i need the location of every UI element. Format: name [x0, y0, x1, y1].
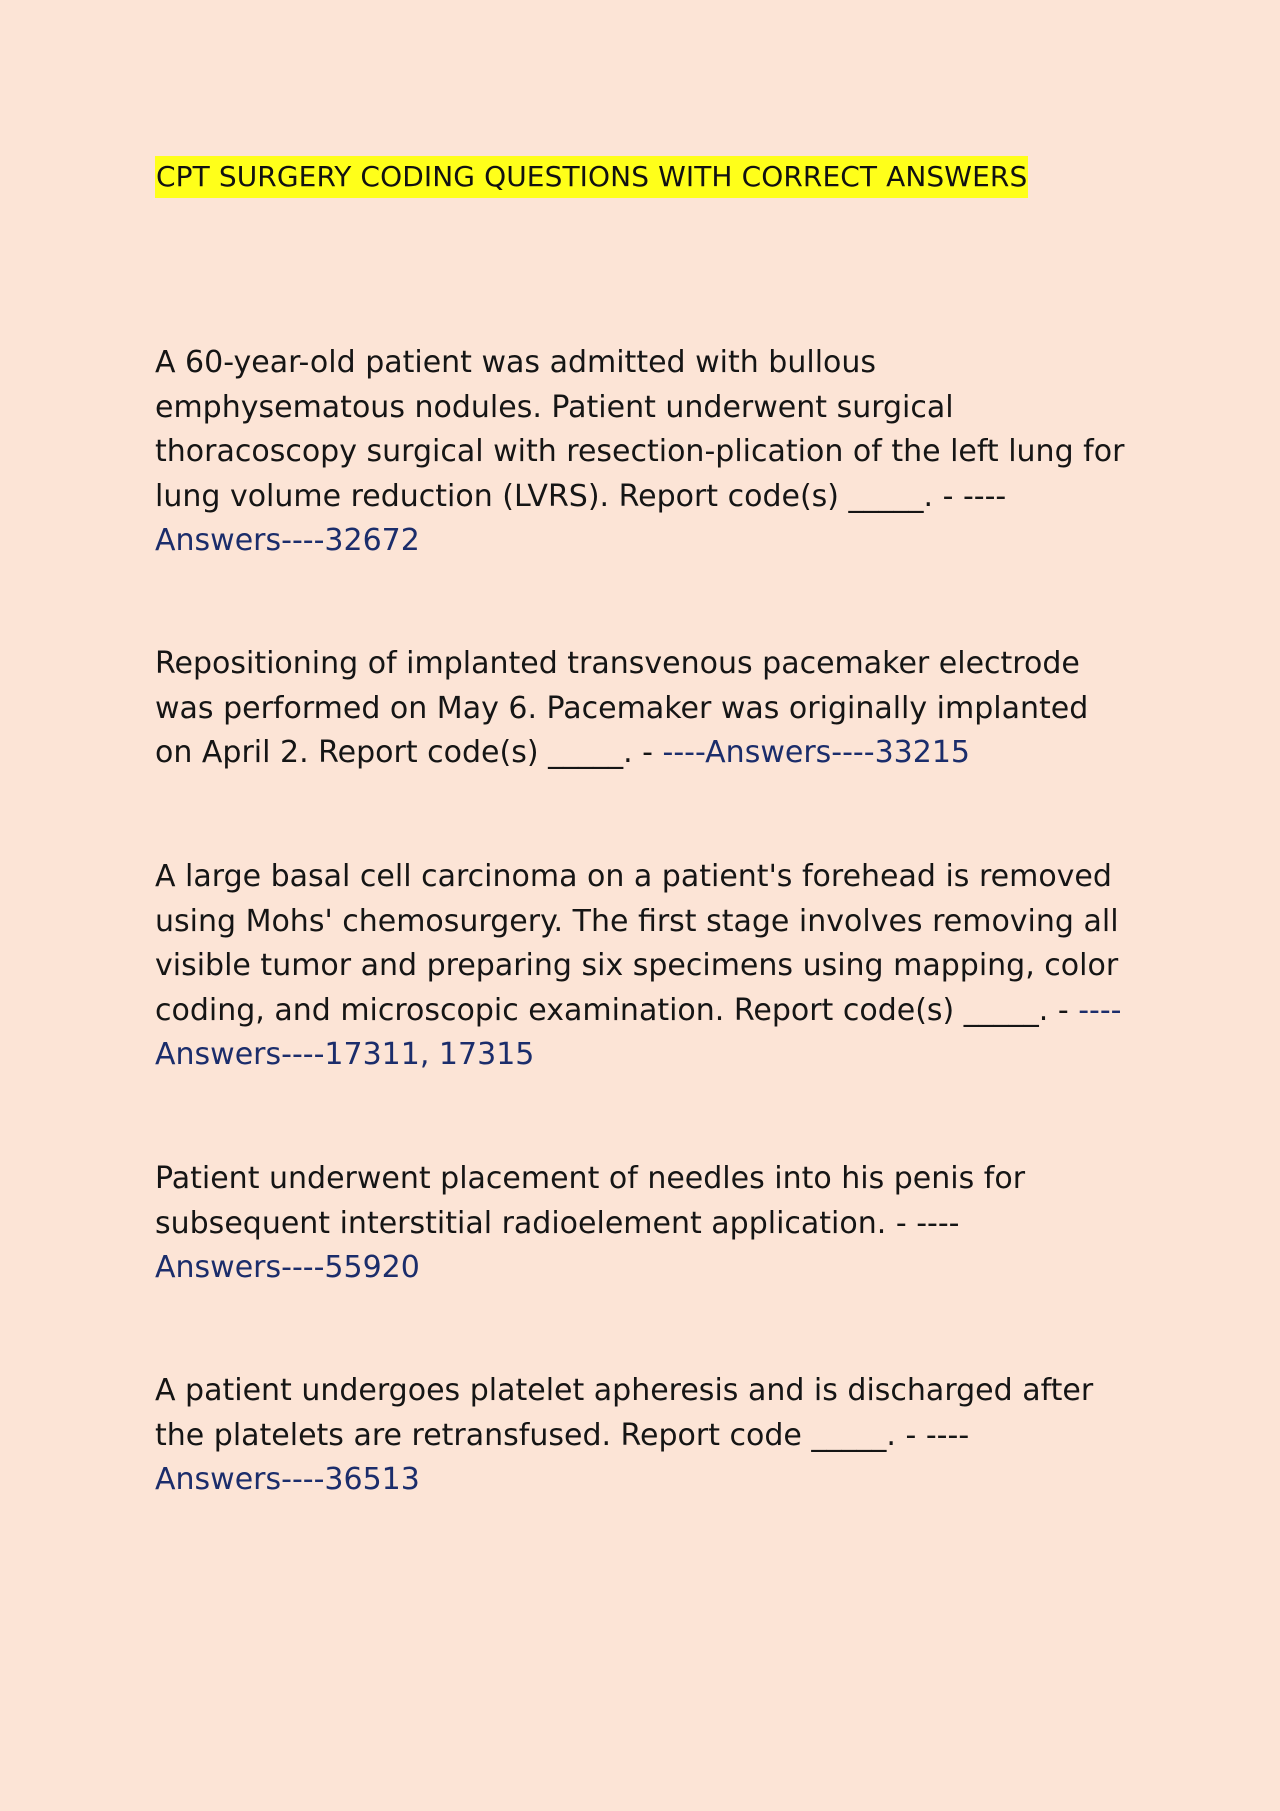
question-text: A 60-year-old patient was admitted with bullous emphysematous nodules. Patient underwent surgical thoracoscopy surgical with resection-plication of the left lung for lung volume reduction (LVRS). Report code(s) _____. - ---- [155, 345, 1125, 514]
answer-text: Answers----32672 [155, 523, 420, 558]
question-text: Patient underwent placement of needles into his penis for subsequent interstitial radioelement application. - ---- [155, 1161, 1026, 1241]
answer-text: Answers----55920 [155, 1250, 420, 1285]
answer-text: ----Answers----33215 [662, 735, 971, 770]
question-item [155, 1369, 1125, 1503]
question-item [155, 855, 1125, 1078]
question-text: A large basal cell carcinoma on a patient's forehead is removed using Mohs' chemosurgery. The first stage involves removing all visible tumor and preparing six specimens using mapping, color coding, and microscopic examination. Report code(s) _____. - [155, 859, 1119, 1028]
question-item [155, 642, 1125, 776]
question-item [155, 341, 1125, 564]
question-text: A patient undergoes platelet apheresis and is discharged after the platelets are retransfused. Report code _____. - ---- [155, 1373, 1094, 1453]
answer-text: Answers----36513 [155, 1462, 420, 1497]
document-title: CPT SURGERY CODING QUESTIONS WITH CORRECT ANSWERS [155, 156, 1028, 198]
answer-text: ----Answers----17311, 17315 [155, 992, 1122, 1072]
question-item [155, 1157, 1125, 1291]
question-text: Repositioning of implanted transvenous pacemaker electrode was performed on May 6. Pacemaker was originally implanted on April 2. Report code(s) _____. - [155, 646, 1089, 770]
